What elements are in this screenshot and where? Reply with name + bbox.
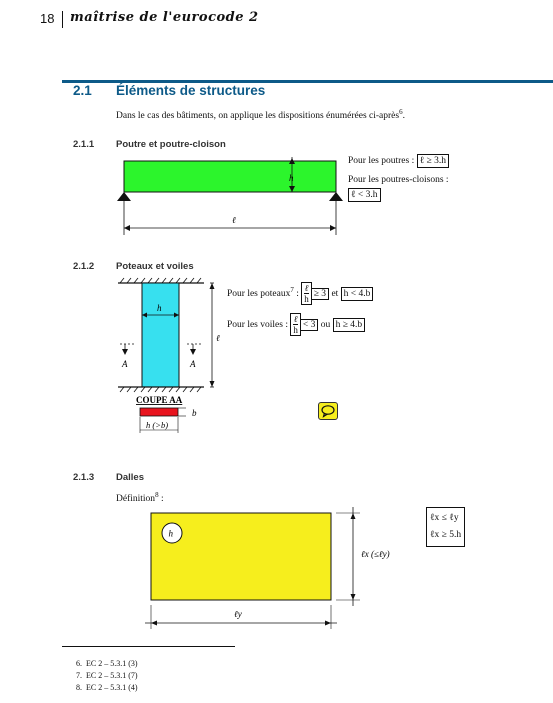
definition-colon: : xyxy=(158,494,164,505)
definition-line xyxy=(116,491,164,504)
coupe-shape xyxy=(140,408,178,416)
voiles-box: h ≥ 4.b xyxy=(333,318,366,332)
beam-figure xyxy=(110,155,350,237)
running-head: maîtrise de l'eurocode 2 xyxy=(70,10,259,25)
speech-bubble-icon[interactable] xyxy=(318,402,338,420)
definition-footnote-ref[interactable]: 8 xyxy=(155,491,159,499)
beam-shape xyxy=(124,161,336,192)
rule-voiles xyxy=(227,312,365,338)
intro-text: Dans le cas des bâtiments, on applique les dispositions énumérées ci-après xyxy=(116,111,400,122)
coupe-label: COUPE AA xyxy=(136,395,183,405)
rule-poutres-cloisons-box: ℓ < 3.h xyxy=(348,188,381,202)
bottom-hatch xyxy=(120,387,201,392)
slab-rules-box xyxy=(426,507,465,547)
column-l-label: ℓ xyxy=(216,333,220,343)
section-a-left: A xyxy=(122,359,128,369)
poteaux-footnote-ref[interactable]: 7 xyxy=(290,286,294,294)
slab-lx-label: ℓx (≤ℓy) xyxy=(361,549,390,559)
poteaux-fraction xyxy=(301,282,312,305)
poteaux-frac-num: ℓ xyxy=(304,283,309,294)
rule-poutres-cloisons xyxy=(348,188,381,202)
footnote-8 xyxy=(76,683,138,692)
subsection-number-1: 2.1.1 xyxy=(73,139,95,150)
header-divider xyxy=(62,11,63,28)
beam-l-label: ℓ xyxy=(232,215,236,225)
poteaux-frac-den: h xyxy=(304,294,309,305)
voiles-frac-num: ℓ xyxy=(293,314,298,325)
section-number: 2.1 xyxy=(73,83,92,98)
subsection-title-1: Poutre et poutre-cloison xyxy=(116,139,226,150)
slab-ly-label: ℓy xyxy=(234,609,242,619)
intro-footnote-ref[interactable]: 6 xyxy=(399,108,403,116)
intro-end: . xyxy=(402,111,405,122)
beam-support-left xyxy=(117,192,131,201)
poteaux-box: h < 4.b xyxy=(341,287,374,301)
footnote-7-num: 7. xyxy=(76,671,82,680)
top-hatch xyxy=(120,278,201,283)
footnote-7-text: EC 2 – 5.3.1 (7) xyxy=(86,671,138,680)
subsection-title-3: Dalles xyxy=(116,472,144,483)
footnote-6-num: 6. xyxy=(76,659,82,668)
rule-poutres xyxy=(348,154,449,168)
rule-poutres-label: Pour les poutres : xyxy=(348,156,415,166)
rule-poutres-cloisons-label: Pour les poutres-cloisons : xyxy=(348,175,449,185)
voiles-frac-den: h xyxy=(293,325,298,336)
poteaux-and: et xyxy=(331,289,339,300)
footnote-7 xyxy=(76,671,138,680)
column-h-label: h xyxy=(157,303,162,313)
footnote-6 xyxy=(76,659,138,668)
voiles-fraction xyxy=(290,313,301,336)
coupe-b-label: b xyxy=(192,408,197,418)
coupe-hb-label: h (>b) xyxy=(146,420,169,430)
subsection-number-3: 2.1.3 xyxy=(73,472,95,483)
slab-rule-1: ℓx ≤ ℓy xyxy=(430,513,459,523)
rule-poteaux-colon: : xyxy=(293,289,299,300)
page-number: 18 xyxy=(40,11,55,26)
voiles-or: ou xyxy=(320,320,331,330)
beam-h-label: h xyxy=(289,173,294,183)
subsection-number-2: 2.1.2 xyxy=(73,261,95,272)
speech-bubble-glyph xyxy=(319,403,337,419)
slab-h-label: h xyxy=(168,528,173,539)
slab-rule-2: ℓx ≥ 5.h xyxy=(430,530,462,540)
rule-poteaux xyxy=(227,277,373,307)
rule-poutres-box: ℓ ≥ 3.h xyxy=(417,154,449,168)
beam-support-right xyxy=(329,192,343,201)
column-figure xyxy=(110,277,230,437)
poteaux-frac-rel: ≥ 3 xyxy=(312,288,329,300)
footnote-8-text: EC 2 – 5.3.1 (4) xyxy=(86,683,138,692)
voiles-frac-rel: < 3 xyxy=(301,319,318,331)
rule-voiles-label: Pour les voiles : xyxy=(227,320,288,330)
footnote-8-num: 8. xyxy=(76,683,82,692)
section-title: Éléments de structures xyxy=(116,83,266,98)
column-shape xyxy=(142,283,179,387)
section-intro xyxy=(116,108,405,121)
subsection-title-2: Poteaux et voiles xyxy=(116,261,194,272)
definition-label: Définition xyxy=(116,494,156,505)
rule-poteaux-label: Pour les poteaux xyxy=(227,289,291,300)
footnote-divider xyxy=(62,646,235,647)
section-a-right: A xyxy=(190,359,196,369)
footnote-6-text: EC 2 – 5.3.1 (3) xyxy=(86,659,138,668)
slab-figure xyxy=(140,505,400,630)
